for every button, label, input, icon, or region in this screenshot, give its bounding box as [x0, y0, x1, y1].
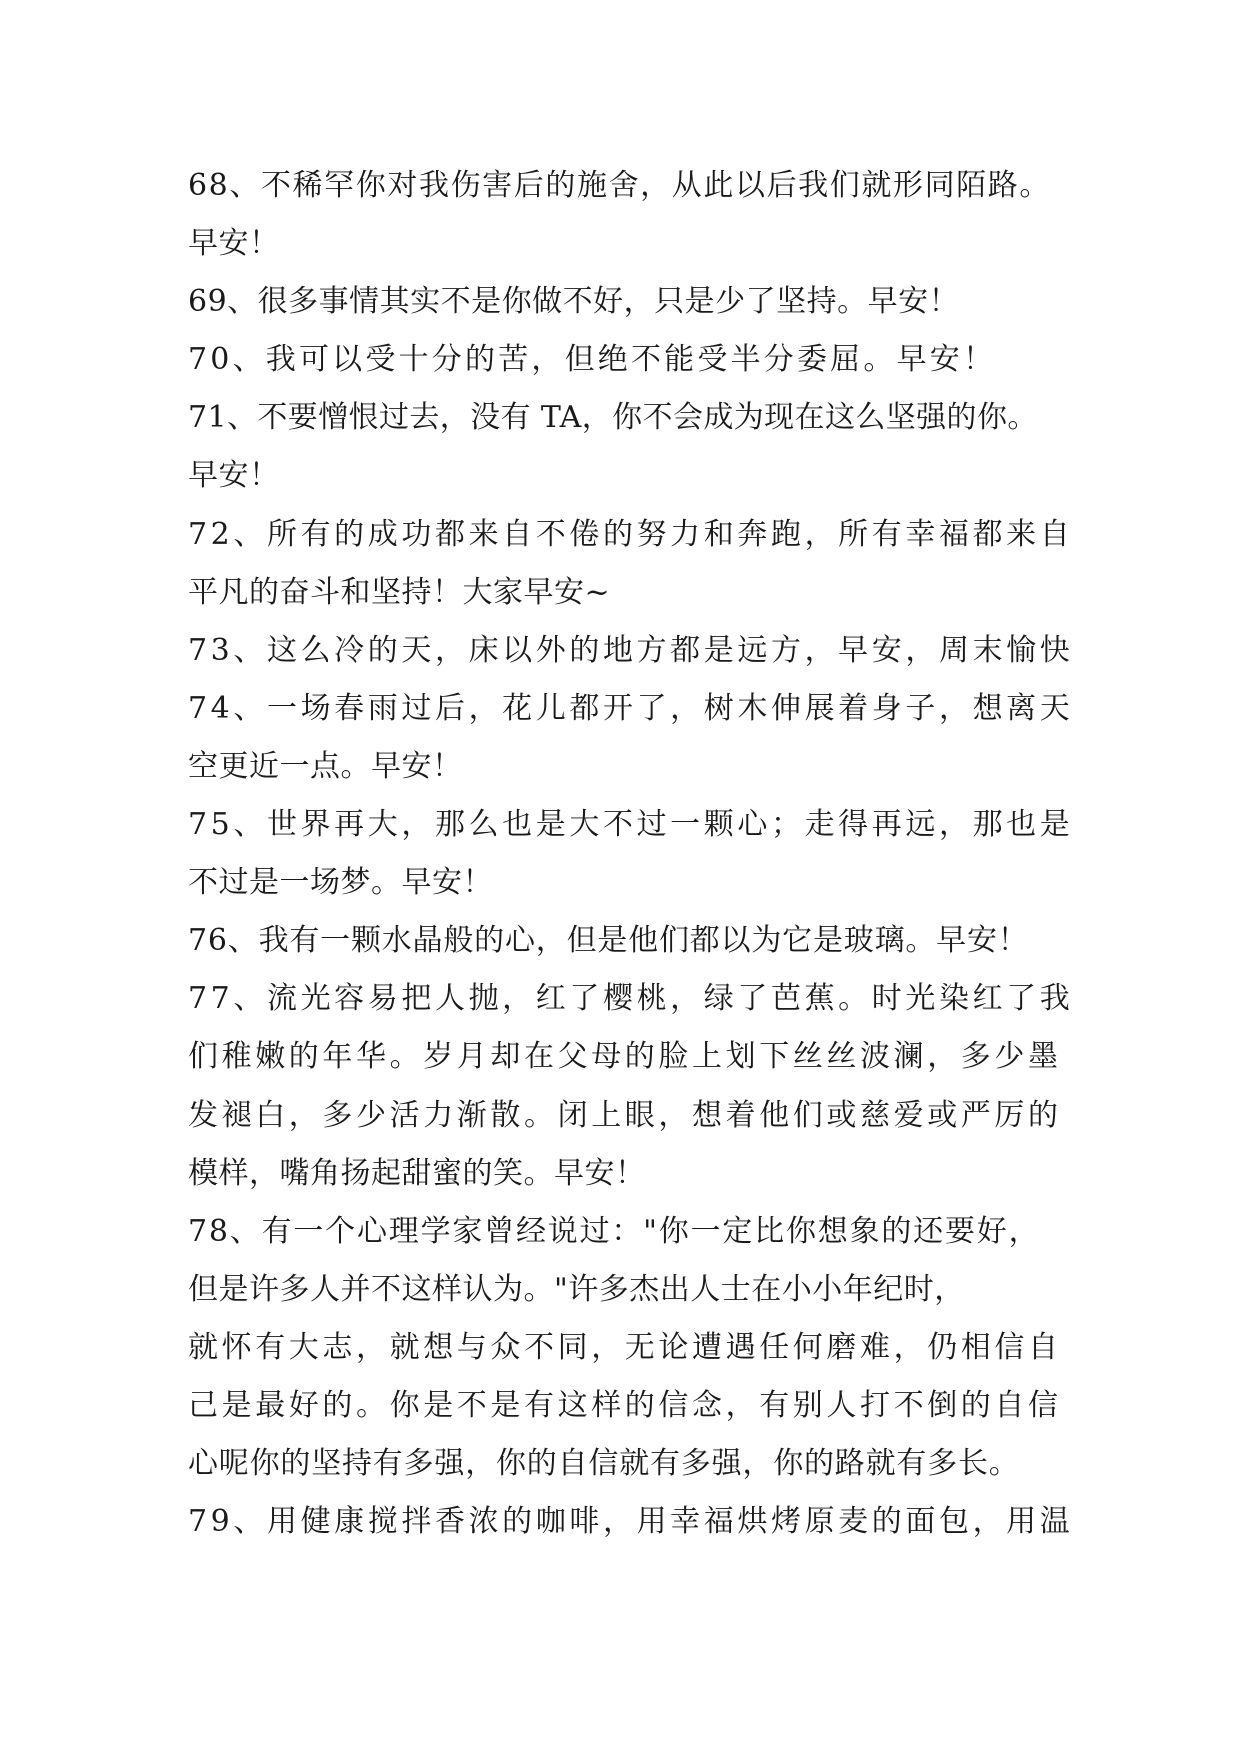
text-line: 70、我可以受十分的苦，但绝不能受半分委屈。早安！ — [188, 342, 997, 378]
text-line: 不过是一场梦。早安！ — [188, 865, 493, 901]
text-line: 早安！ — [188, 226, 280, 262]
text-line: 就怀有大志，就想与众不同，无论遭遇任何磨难，仍相信自 — [188, 1329, 1062, 1365]
text-line: 68、不稀罕你对我伤害后的施舍，从此以后我们就形同陌路。 — [188, 168, 1051, 203]
text-line: 76、我有一颗水晶般的心，但是他们都以为它是玻璃。早安！ — [188, 923, 1029, 959]
text-line: 69、很多事情其实不是你做不好，只是少了坚持。早安！ — [188, 284, 960, 320]
text-line: 71、不要憎恨过去，没有 TA，你不会成为现在这么坚强的你。 — [188, 400, 1038, 436]
text-line: 但是许多人并不这样认为。"许多杰出人士在小小年纪时， — [188, 1271, 965, 1307]
text-line: 72、所有的成功都来自不倦的努力和奔跑，所有幸福都来自 — [188, 516, 1074, 552]
text-line: 己是最好的。你是不是有这样的信念，有别人打不倒的自信 — [188, 1387, 1062, 1423]
text-line: 空更近一点。早安！ — [188, 748, 463, 784]
text-line: 74、一场春雨过后，花儿都开了，树木伸展着身子，想离天 — [188, 690, 1074, 726]
text-line: 模样，嘴角扬起甜蜜的笑。早安！ — [188, 1155, 646, 1191]
text-line: 心呢你的坚持有多强，你的自信就有多强，你的路就有多长。 — [188, 1446, 1020, 1482]
text-line: 75、世界再大，那么也是大不过一颗心；走得再远，那也是 — [188, 807, 1074, 843]
text-line: 78、有一个心理学家曾经说过："你一定比你想象的还要好， — [188, 1213, 1041, 1249]
text-line: 们稚嫩的年华。岁月却在父母的脸上划下丝丝波澜，多少墨 — [188, 1039, 1062, 1075]
text-line: 73、这么冷的天，床以外的地方都是远方，早安，周末愉快 — [188, 632, 1074, 668]
text-line: 早安！ — [188, 458, 280, 494]
text-line: 79、用健康搅拌香浓的咖啡，用幸福烘烤原麦的面包，用温 — [188, 1504, 1074, 1540]
document-body — [188, 157, 1074, 1551]
text-line: 77、流光容易把人抛，红了樱桃，绿了芭蕉。时光染红了我 — [188, 981, 1074, 1017]
text-line: 发褪白，多少活力渐散。闭上眼，想着他们或慈爱或严厉的 — [188, 1097, 1062, 1133]
text-line: 平凡的奋斗和坚持！大家早安~ — [188, 574, 611, 610]
